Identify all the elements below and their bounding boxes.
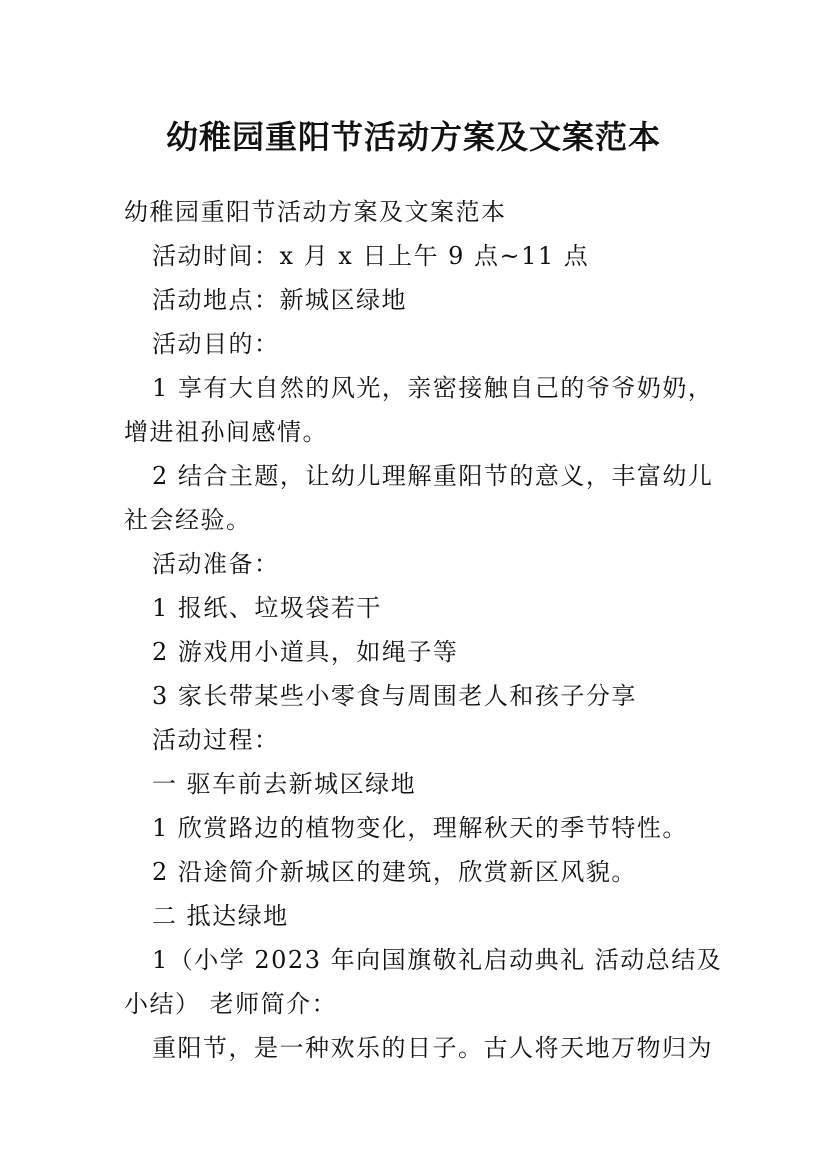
text-line: 社会经验。 — [124, 506, 252, 534]
text-line: 增进祖孙间感情。 — [124, 418, 328, 446]
text-line: 1 享有大自然的风光，亲密接触自己的爷爷奶奶， — [152, 374, 714, 402]
text-line: 重阳节，是一种欢乐的日子。古人将天地万物归为 — [152, 1034, 713, 1062]
document-body — [124, 190, 723, 1070]
text-line: 2 结合主题，让幼儿理解重阳节的意义，丰富幼儿 — [152, 462, 714, 490]
text-line: 活动准备： — [152, 550, 280, 578]
text-line: 2 沿途简介新城区的建筑，欣赏新区风貌。 — [152, 858, 637, 886]
text-line: 1 欣赏路边的植物变化，理解秋天的季节特性。 — [152, 814, 688, 842]
text-line: 活动目的： — [152, 330, 280, 358]
text-line: 1 报纸、垃圾袋若干 — [152, 594, 382, 622]
text-line: 活动过程： — [152, 726, 280, 754]
text-line: 小结） 老师简介： — [124, 990, 338, 1018]
text-line: 2 游戏用小道具，如绳子等 — [152, 638, 459, 666]
text-line: 幼稚园重阳节活动方案及文案范本 — [124, 198, 507, 226]
document-title: 幼稚园重阳节活动方案及文案范本 — [165, 118, 661, 156]
text-line: 一 驱车前去新城区绿地 — [152, 770, 417, 798]
text-line: 活动地点：新城区绿地 — [152, 286, 407, 314]
text-line: 3 家长带某些小零食与周围老人和孩子分享 — [152, 682, 637, 710]
text-line: 1（小学 2023 年向国旗敬礼启动典礼 活动总结及 — [152, 946, 723, 974]
text-line: 活动时间：x 月 x 日上午 9 点~11 点 — [152, 242, 590, 270]
text-line: 二 抵达绿地 — [152, 902, 289, 930]
